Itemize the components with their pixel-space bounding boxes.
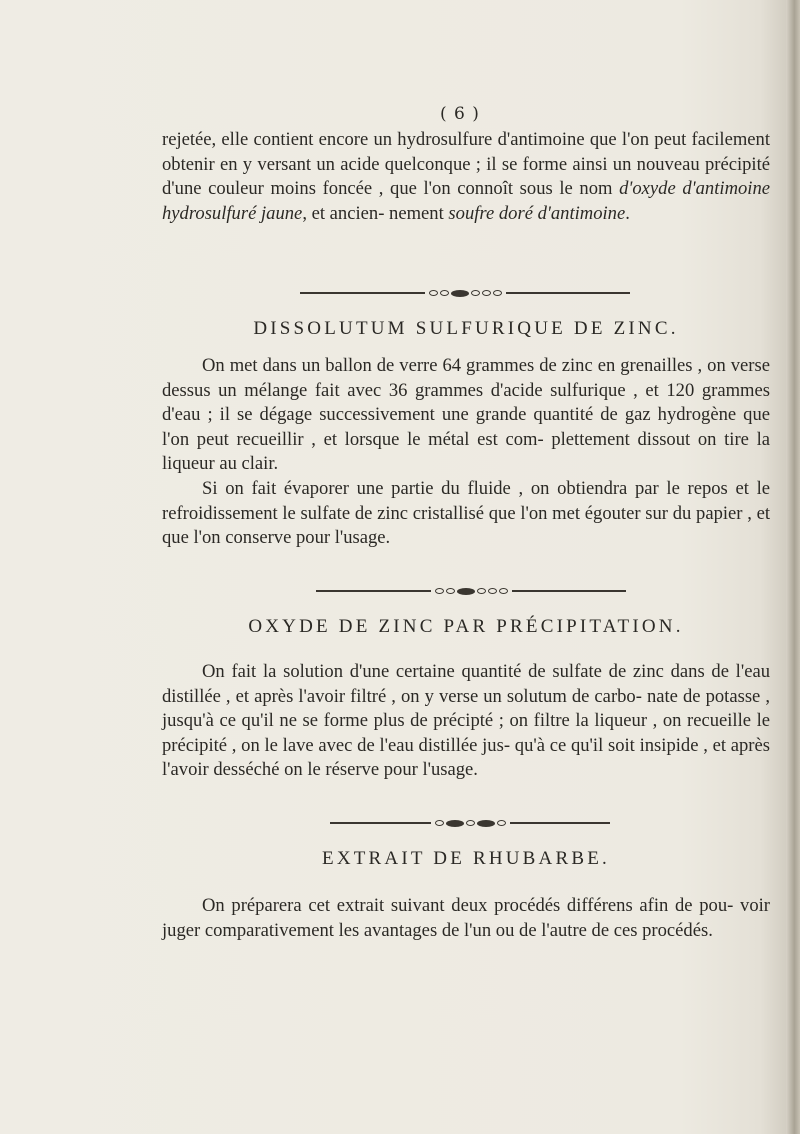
intro-text-mid: , et ancien- nement	[302, 202, 444, 224]
section-heading-extrait: EXTRAIT DE RHUBARBE.	[322, 848, 610, 869]
paragraph: On met dans un ballon de verre 64 grammes de zinc en grenailles , on verse dessus un mélange fait avec 36 grammes d'acide sulfurique , et 120 grammes d'eau ; il se dégage successivement une grande quantité de gaz hydrogène que l'on peut recueillir , et lorsque le métal est com- plettement dissout on tire la liqueur au clair.	[162, 355, 770, 475]
ornamental-rule-2	[316, 588, 626, 594]
intro-paragraph	[162, 128, 770, 226]
page-edge	[786, 0, 800, 1134]
paragraph: On fait la solution d'une certaine quantité de sulfate de zinc dans de l'eau distillée , et après l'avoir filtré , on y verse un solutum de carbo- nate de potasse , jusqu'à ce qu'il ne se forme plus de précipté ; on filtre la liqueur , on recueille le précipité , on le lave avec de l'eau distillée jus- qu'à ce qu'il soit insipide , et après l'avoir desséché on le réserve pour l'usage.	[162, 661, 770, 781]
intro-italic-term-1: d'oxyde d'antimoine hydrosulfuré jaune	[162, 178, 771, 224]
section-body-oxyde	[162, 660, 770, 783]
section-body-extrait	[162, 894, 770, 943]
intro-text: rejetée, elle contient encore un hydrosulfure d'antimoine que l'on peut facilement obtenir en y versant un acide quelconque ; il se forme ainsi un nouveau précipité d'une couleur moins foncée , que l'on connoît sous le nom	[162, 129, 770, 200]
paragraph: On préparera cet extrait suivant deux procédés différens afin de pou- voir juger comparativement les avantages de l'un ou de l'autre de ces procédés.	[162, 895, 770, 941]
section-body-dissolutum	[162, 354, 770, 551]
section-heading-dissolutum: DISSOLUTUM SULFURIQUE DE ZINC.	[253, 318, 679, 339]
section-heading-oxyde: OXYDE DE ZINC PAR PRÉCIPITATION.	[248, 616, 684, 637]
ornamental-rule-3	[330, 820, 610, 826]
intro-italic-term-2: soufre doré d'antimoine	[448, 202, 626, 224]
page-number: ( 6 )	[440, 104, 480, 124]
ornamental-rule-1	[300, 290, 630, 296]
intro-text-end: .	[625, 202, 630, 224]
paragraph: Si on fait évaporer une partie du fluide , on obtiendra par le repos et le refroidissement le sulfate de zinc cristallisé que l'on met égouter sur du papier , et que l'on conserve pour l'usage.	[162, 477, 770, 549]
